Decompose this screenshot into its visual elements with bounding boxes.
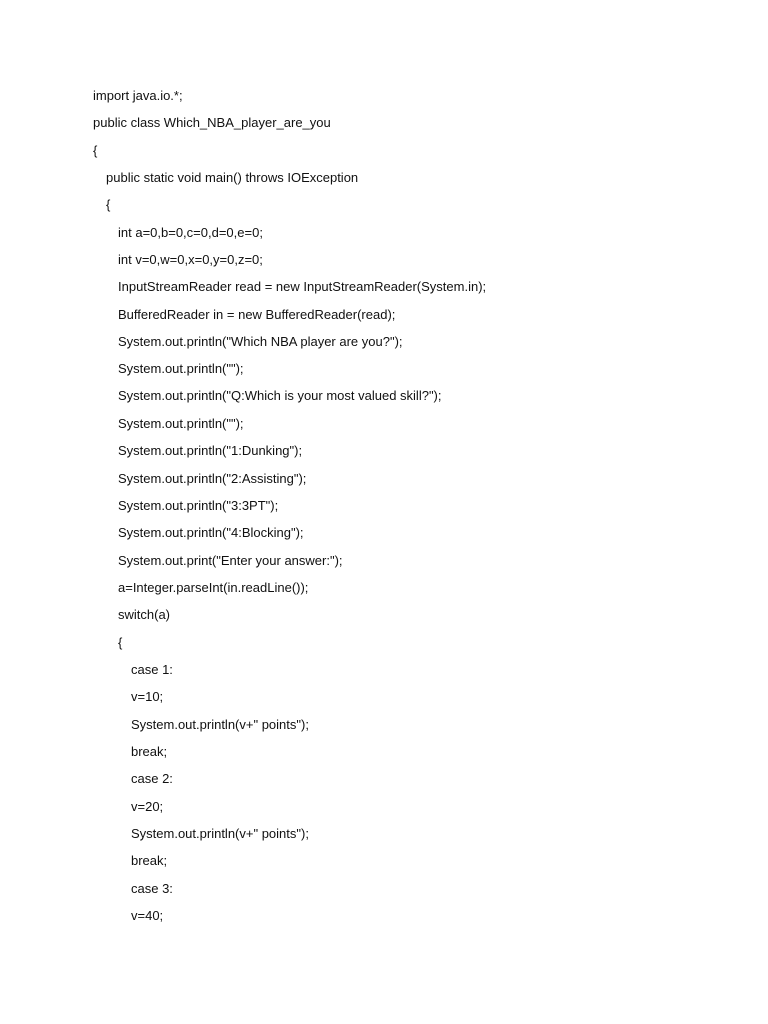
code-line-22: case 1: [131,662,173,677]
code-line-23: v=10; [131,689,164,704]
code-line-9: BufferedReader in = new BufferedReader(read); [118,307,396,322]
code-line-2: public class Which_NBA_player_are_you [93,115,331,130]
code-line-15: System.out.println("2:Assisting"); [118,471,307,486]
code-line-26: case 2: [131,771,173,786]
code-line-10: System.out.println("Which NBA player are you?"); [118,334,403,349]
code-line-19: a=Integer.parseInt(in.readLine()); [118,580,309,595]
code-line-21: { [118,635,123,650]
code-line-4: public static void main() throws IOException [106,170,359,185]
code-line-20: switch(a) [118,607,171,622]
code-line-8: InputStreamReader read = new InputStreamReader(System.in); [118,279,487,294]
code-line-24: System.out.println(v+" points"); [131,717,309,732]
code-line-28: System.out.println(v+" points"); [131,826,309,841]
code-line-13: System.out.println(""); [118,416,244,431]
code-line-7: int v=0,w=0,x=0,y=0,z=0; [118,252,263,267]
code-line-14: System.out.println("1:Dunking"); [118,443,303,458]
code-line-27: v=20; [131,799,164,814]
code-line-25: break; [131,744,168,759]
code-line-18: System.out.print("Enter your answer:"); [118,553,343,568]
code-line-11: System.out.println(""); [118,361,244,376]
code-line-31: v=40; [131,908,164,923]
code-line-16: System.out.println("3:3PT"); [118,498,279,513]
code-line-3: { [93,143,98,158]
code-line-6: int a=0,b=0,c=0,d=0,e=0; [118,225,263,240]
code-line-12: System.out.println("Q:Which is your most valued skill?"); [118,388,442,403]
code-line-5: { [106,197,111,212]
code-line-30: case 3: [131,881,173,896]
code-line-17: System.out.println("4:Blocking"); [118,525,304,540]
code-line-29: break; [131,853,168,868]
code-line-1: import java.io.*; [93,88,183,103]
